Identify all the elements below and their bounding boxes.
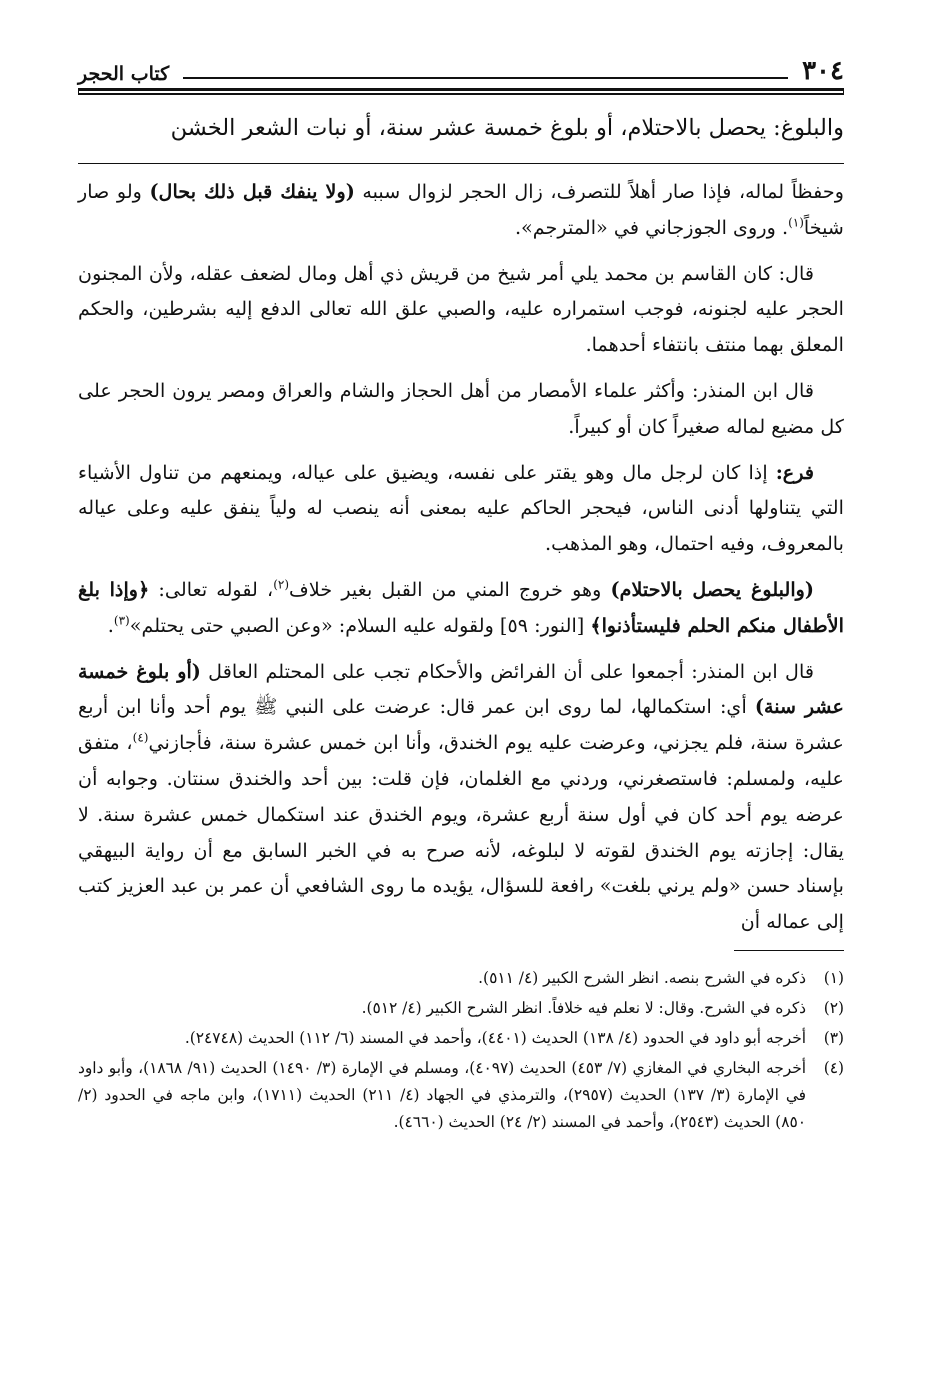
page-number: ٣٠٤ xyxy=(802,56,844,86)
header-rule xyxy=(183,76,788,79)
footnote-number: (١) xyxy=(823,968,844,987)
commentary-body xyxy=(78,174,844,940)
bold-quote: (أو بلوغ خمسة عشر سنة) xyxy=(78,659,844,719)
quran-verse: ﴿وإذا بلغ الأطفال منكم الحلم فليستأذنوا﴾ xyxy=(78,577,844,637)
text-run: قال ابن المنذر: أجمعوا على أن الفرائض والأحكام تجب على المحتلم العاقل xyxy=(200,659,814,683)
text-run: إذا كان لرجل مال وهو يقتر على نفسه، ويضيق على عياله، ويمنعهم من تناول الأشياء التي يتناولها أدنى الناس، فيحجر الحاكم عليه بمعنى أنه ينصب له ولياً ينفق عليه وعلى عياله بالمعروف، وفيه احتمال، وهو المذهب. xyxy=(78,460,844,556)
footnotes xyxy=(78,965,844,1136)
footnote-ref: (٢) xyxy=(273,577,290,592)
paragraph-1 xyxy=(78,174,844,246)
footnote-text: أخرجه البخاري في المغازي (٧/ ٤٥٣) الحديث (٤٠٩٧)، ومسلم في الإمارة (٣/ ١٤٩٠) الحديث (٩١/ ١٨٦٨)، وأبو داود في الإمارة (٣/ ١٣٧) الحديث (٢٩٥٧)، والترمذي في الجهاد (٤/ ٢١١) الحديث (١٧١١)، وابن ماجه في الحدود (٢/ ٨٥٠) الحديث (٢٥٤٣)، وأحمد في المسند (٢/ ٢٤) الحديث (٤٦٦٠). xyxy=(78,1058,807,1131)
footnote-item xyxy=(78,965,844,992)
footnote-ref: (٤) xyxy=(132,730,149,745)
text-run: ، لقوله تعالى: xyxy=(149,577,274,601)
book-page xyxy=(78,52,844,1139)
paragraph-5 xyxy=(78,572,844,644)
text-run: وهو خروج المني من القبل بغير خلاف xyxy=(289,577,611,601)
text-run: قال ابن المنذر: وأكثر علماء الأمصار من أهل الحجاز والشام والعراق ومصر يرون الحجر على كل مضيع لماله صغيراً كان أو كبيراً. xyxy=(78,378,844,438)
book-title: كتاب الحجر xyxy=(78,63,170,85)
paragraph-3 xyxy=(78,373,844,445)
bold-quote: (ولا ينفك قبل ذلك بحال) xyxy=(149,180,355,203)
paragraph-6 xyxy=(78,654,844,940)
footnote-item xyxy=(78,995,844,1022)
bold-quote: (والبلوغ يحصل بالاحتلام) xyxy=(610,577,814,601)
bold-heading: فرع: xyxy=(775,460,814,484)
footnote-number: (٣) xyxy=(823,1028,844,1047)
footnote-ref: (٣) xyxy=(113,613,130,628)
text-run: [النور: ٥٩] ولقوله عليه السلام: «وعن الصبي حتى يحتلم» xyxy=(129,613,591,637)
text-run: . xyxy=(107,613,114,637)
footnote-number: (٤) xyxy=(823,1058,844,1077)
matn-text: والبلوغ: يحصل بالاحتلام، أو بلوغ خمسة عشر سنة، أو نبات الشعر الخشن xyxy=(170,115,844,141)
running-header xyxy=(78,52,844,91)
text-run: . وروى الجوزجاني في «المترجم». xyxy=(514,215,789,239)
text-run: أي: استكمالها، لما روى ابن عمر قال: عرضت على النبي ﷺ يوم أحد وأنا ابن أربع عشرة سنة، فلم يجزني، وعرضت عليه يوم الخندق، وأنا ابن خمس عشرة سنة، فأجازني xyxy=(78,695,844,755)
footnote-text: ذكره في الشرح بنصه. انظر الشرح الكبير (٤/ ٥١١). xyxy=(478,968,806,987)
footnote-item xyxy=(78,1025,844,1052)
footnote-number: (٢) xyxy=(823,998,844,1017)
text-run: ، متفق عليه، ولمسلم: فاستصغرني، وردني مع الغلمان، فإن قلت: بين أحد والخندق سنتان. وجوابه أن عرضه يوم أحد كان في أول سنة أربع عشرة، ويوم الخندق عند استكمال خمس عشرة سنة. لا يقال: إجازته يوم الخندق لقوته لا لبلوغه، لأنه صرح به في الخبر السابق مع أن رواية البيهقي بإسناد حسن «ولم يرني بلغت» رافعة للسؤال، يؤيده ما روى الشافعي أن عمر بن عبد العزيز كتب إلى عماله أن xyxy=(78,731,844,934)
footnote-ref: (١) xyxy=(788,215,804,230)
paragraph-2 xyxy=(78,256,844,363)
footnote-item xyxy=(78,1055,844,1136)
matn-separator xyxy=(78,163,844,164)
text-run: ولو صار شيخاً xyxy=(78,180,844,239)
footnote-separator xyxy=(734,950,844,951)
text-run: وحفظاً لماله، فإذا صار أهلاً للتصرف، زال الحجر لزوال سببه xyxy=(354,180,844,203)
footnote-text: ذكره في الشرح. وقال: لا نعلم فيه خلافاً. انظر الشرح الكبير (٤/ ٥١٢). xyxy=(361,998,806,1017)
paragraph-4 xyxy=(78,455,844,562)
text-run: قال: كان القاسم بن محمد يلي أمر شيخ من قريش ذي أهل ومال لضعف عقله، ولأن المجنون الحجر عليه لجنونه، فوجب استمراره عليه، والصبي علق الله تعالى الدفع إليه بشرطين، والحكم المعلق بهما منتف بانتفاء أحدهما. xyxy=(78,261,844,357)
footnote-text: أخرجه أبو داود في الحدود (٤/ ١٣٨) الحديث (٤٤٠١)، وأحمد في المسند (٦/ ١١٢) الحديث (٢٤٧٤٨). xyxy=(184,1028,806,1047)
